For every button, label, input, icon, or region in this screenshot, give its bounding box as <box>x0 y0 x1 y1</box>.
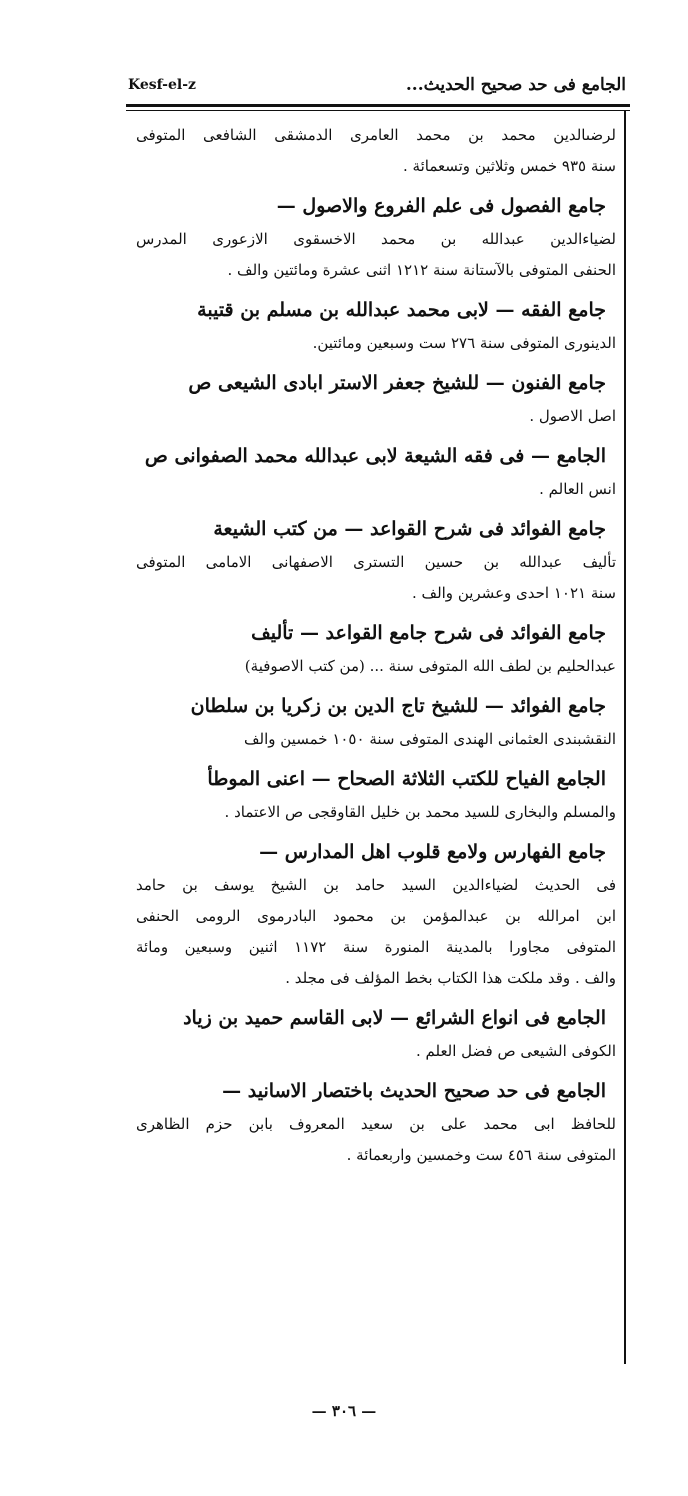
header-rule <box>126 104 630 107</box>
entry <box>136 511 616 615</box>
entry <box>136 615 616 688</box>
entry-text-line: عبدالحليم بن لطف الله المتوفى سنة ... (من كتب الاصوفية) <box>244 657 616 675</box>
entry <box>136 1000 616 1073</box>
entry-text-line: سنة ٩٣٥ خمس وثلاثين وتسعمائة . <box>403 157 616 175</box>
entry-heading: جامع الفوائد — للشيخ تاج الدين بن زكريا بن سلطان <box>190 695 606 717</box>
entry-text-line: فى الحديث لضياءالدين السيد حامد بن الشيخ يوسف بن حامد <box>136 876 616 894</box>
header-title-arabic: الجامع فى حد صحيح الحديث... <box>405 75 626 95</box>
entry-text-line: ابن امرالله بن عبدالمؤمن بن محمود البادرموى الرومى الحنفى <box>136 907 616 925</box>
entry-heading: جامع الفوائد فى شرح جامع القواعد — تأليف <box>251 622 606 644</box>
entry-text-line: انس العالم . <box>539 480 616 498</box>
entry-text-line: والمسلم والبخارى للسيد محمد بن خليل القاوقجى ص الاعتماد . <box>224 803 616 821</box>
entry-text-line: الدينورى المتوفى سنة ٢٧٦ ست وسبعين ومائتين. <box>312 334 616 352</box>
entries-column <box>136 120 616 1177</box>
entry-heading: جامع الفقه — لابى محمد عبدالله بن مسلم بن قتيبة <box>197 299 606 321</box>
entry-text-line: المتوفى مجاورا بالمدينة المنورة سنة ١١٧٢ اثنين وسبعين ومائة <box>136 938 616 956</box>
entry <box>136 438 616 511</box>
entry-heading: جامع الفوائد فى شرح القواعد — من كتب الشيعة <box>213 518 606 540</box>
header-title-latin: Kesf-el-z <box>128 77 196 93</box>
entry-text-line: تأليف عبدالله بن حسين التسترى الاصفهانى الامامى المتوفى <box>136 553 616 571</box>
entry-text-line: سنة ١٠٢١ احدى وعشرين والف . <box>412 584 616 602</box>
page-number: — ٣٠٦ — <box>311 1402 377 1420</box>
entry-text-line: المتوفى سنة ٤٥٦ ست وخمسين واربعمائة . <box>346 1146 616 1164</box>
entry-text-line: لضياءالدين عبدالله بن محمد الاخسقوى الازعورى المدرس <box>136 230 616 248</box>
entry <box>136 120 616 188</box>
entry <box>136 688 616 761</box>
margin-rule <box>624 110 626 1364</box>
entry <box>136 365 616 438</box>
entry-heading: جامع الفصول فى علم الفروع والاصول — <box>276 195 606 217</box>
entry-text-line: الحنفى المتوفى بالآستانة سنة ١٢١٢ اثنى عشرة ومائتين والف . <box>227 261 616 279</box>
entry <box>136 188 616 292</box>
entry <box>136 761 616 834</box>
entry-heading: الجامع — فى فقه الشيعة لابى عبدالله محمد الصفوانى ص <box>144 445 606 467</box>
running-header <box>128 68 626 102</box>
entry <box>136 1073 616 1177</box>
header-rule-thin <box>126 110 630 111</box>
entry-heading: الجامع الفياح للكتب الثلاثة الصحاح — اعنى الموطأ <box>207 768 606 790</box>
entry-text-line: اصل الاصول . <box>529 407 616 425</box>
entry-heading: الجامع فى حد صحيح الحديث باختصار الاسانيد — <box>222 1080 606 1102</box>
entry-heading: جامع الفهارس ولامع قلوب اهل المدارس — <box>259 841 606 863</box>
entry <box>136 834 616 1000</box>
entry-text-line: لرضىالدين محمد بن محمد العامرى الدمشقى الشافعى المتوفى <box>136 126 616 144</box>
entry-heading: جامع الفنون — للشيخ جعفر الاستر ابادى الشيعى ص <box>188 372 606 394</box>
entry-text-line: الكوفى الشيعى ص فضل العلم . <box>415 1042 616 1060</box>
entry <box>136 292 616 365</box>
entry-heading: الجامع فى انواع الشرائع — لابى القاسم حميد بن زياد <box>183 1007 606 1029</box>
entry-text-line: والف . وقد ملكت هذا الكتاب بخط المؤلف فى مجلد . <box>285 969 616 987</box>
entry-text-line: للحافظ ابى محمد على بن سعيد المعروف بابن حزم الظاهرى <box>136 1115 616 1133</box>
entry-text-line: النقشبندى العثمانى الهندى المتوفى سنة ١٠٥٠ خمسين والف <box>243 730 616 748</box>
